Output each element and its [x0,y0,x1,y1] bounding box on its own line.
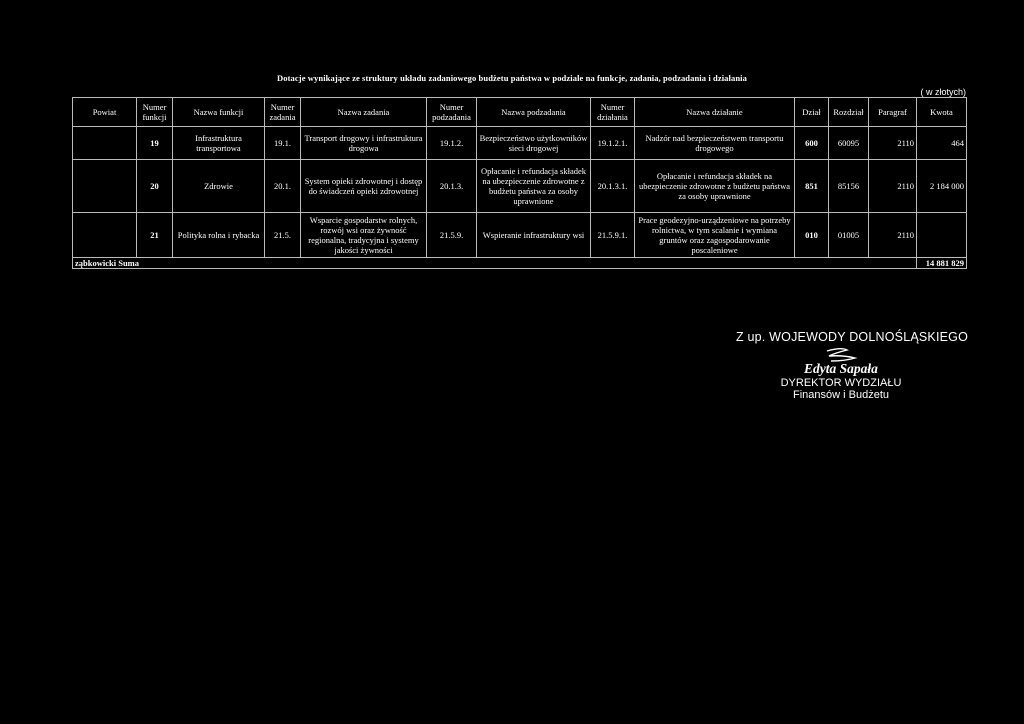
header-kwota: Kwota [917,98,967,127]
signature-name: Edyta Sapała [804,361,878,376]
table-row [73,213,967,258]
cell-paragraf: 2110 [869,160,917,213]
cell-kwota: 2 184 000 [917,160,967,213]
cell-numer-zadania: 21.5. [265,213,301,258]
cell-nazwa-dzialanie: Prace geodezyjno-urządzeniowe na potrzeby rolnictwa, w tym scalanie i wymiana gruntów oraz zagospodarowanie poscaleniowe [635,213,795,258]
cell-numer-podzadania: 21.5.9. [427,213,477,258]
document-title: Dotacje wynikające ze struktury układu zadaniowego budżetu państwa w podziale na funkcje, zadania, podzadania i działania [277,73,747,83]
cell-rozdzial: 60095 [829,127,869,160]
signature-role-department: Finansów i Budżetu [793,389,889,401]
cell-nazwa-funkcji: Zdrowie [173,160,265,213]
cell-nazwa-zadania: Wsparcie gospodarstw rolnych, rozwój wsi oraz żywność regionalna, tradycyjna i systemy jakości żywności [301,213,427,258]
sum-label: ząbkowicki Suma [73,258,917,269]
cell-kwota: 464 [917,127,967,160]
signature-role-title: DYREKTOR WYDZIAŁU [780,377,902,389]
table-row [73,160,967,213]
sum-row [73,258,967,269]
cell-nazwa-zadania: System opieki zdrowotnej i dostęp do świadczeń opieki zdrowotnej [301,160,427,213]
header-nazwa-dzialanie: Nazwa działanie [635,98,795,127]
cell-nazwa-funkcji: Polityka rolna i rybacka [173,213,265,258]
header-numer-funkcji: Numer funkcji [137,98,173,127]
sum-kwota: 14 881 829 [917,258,967,269]
cell-paragraf: 2110 [869,213,917,258]
cell-rozdzial: 85156 [829,160,869,213]
cell-nazwa-dzialanie: Nadzór nad bezpieczeństwem transportu drogowego [635,127,795,160]
table-row [73,127,967,160]
cell-numer-funkcji: 21 [137,213,173,258]
header-nazwa-podzadania: Nazwa podzadania [477,98,591,127]
cell-nazwa-podzadania: Wspieranie infrastruktury wsi [477,213,591,258]
header-numer-zadania: Numer zadania [265,98,301,127]
header-powiat: Powiat [73,98,137,127]
cell-nazwa-funkcji: Infrastruktura transportowa [173,127,265,160]
header-dzial: Dział [795,98,829,127]
cell-numer-podzadania: 20.1.3. [427,160,477,213]
cell-numer-funkcji: 20 [137,160,173,213]
cell-powiat [73,127,137,160]
unit-note: ( w złotych) [920,87,966,97]
cell-numer-podzadania: 19.1.2. [427,127,477,160]
cell-numer-funkcji: 19 [137,127,173,160]
header-rozdzial: Rozdział [829,98,869,127]
cell-rozdzial: 01005 [829,213,869,258]
cell-numer-zadania: 20.1. [265,160,301,213]
header-paragraf: Paragraf [869,98,917,127]
cell-dzial: 010 [795,213,829,258]
header-numer-podzadania: Numer podzadania [427,98,477,127]
cell-paragraf: 2110 [869,127,917,160]
cell-powiat [73,213,137,258]
signature-block [736,330,969,401]
table-header-row [73,98,967,127]
header-nazwa-zadania: Nazwa zadania [301,98,427,127]
cell-numer-dzialania: 21.5.9.1. [591,213,635,258]
cell-dzial: 851 [795,160,829,213]
dotacje-table [72,97,967,269]
cell-numer-zadania: 19.1. [265,127,301,160]
cell-numer-dzialania: 19.1.2.1. [591,127,635,160]
cell-nazwa-dzialanie: Opłacanie i refundacja składek na ubezpieczenie zdrowotne z budżetu państwa za osoby uprawnione [635,160,795,213]
header-numer-dzialania: Numer działania [591,98,635,127]
signature-header: Z up. WOJEWODY DOLNOŚLĄSKIEGO [736,330,969,344]
cell-powiat [73,160,137,213]
cell-nazwa-podzadania: Opłacanie i refundacja składek na ubezpieczenie zdrowotne z budżetu państwa za osoby uprawnione [477,160,591,213]
cell-kwota [917,213,967,258]
cell-nazwa-zadania: Transport drogowy i infrastruktura drogowa [301,127,427,160]
cell-dzial: 600 [795,127,829,160]
header-nazwa-funkcji: Nazwa funkcji [173,98,265,127]
cell-numer-dzialania: 20.1.3.1. [591,160,635,213]
cell-nazwa-podzadania: Bezpieczeństwo użytkowników sieci drogowej [477,127,591,160]
